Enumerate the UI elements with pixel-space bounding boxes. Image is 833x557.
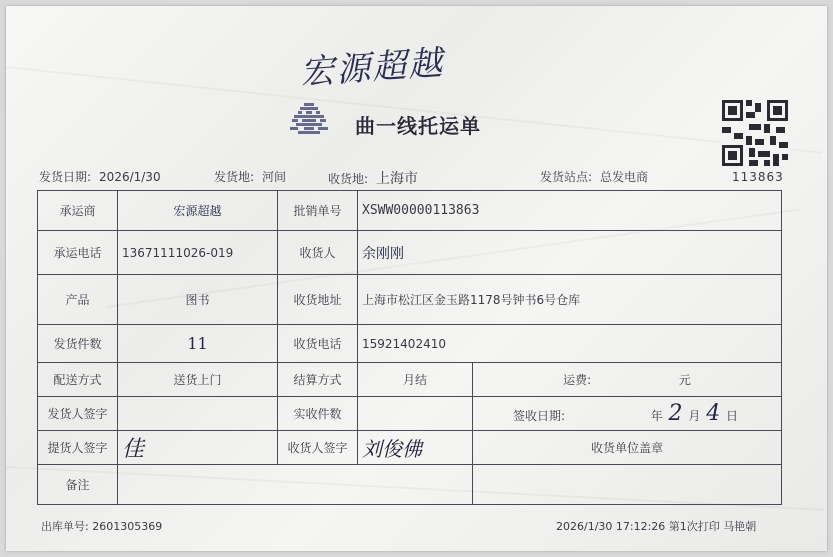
destination-value: 上海市 (376, 171, 419, 187)
table-row (38, 191, 782, 231)
product-value: 图书 (118, 275, 278, 325)
qty-value: 11 (118, 325, 278, 363)
station-field (540, 168, 648, 185)
waybill-number: 113863 (732, 170, 784, 184)
origin-label: 发货地: (214, 170, 255, 184)
delivery-label: 配送方式 (38, 363, 118, 397)
blurred-logo-icon (290, 103, 328, 137)
remark-extra (473, 465, 782, 505)
day-char: 日 (726, 409, 739, 423)
outbound-number-field (41, 518, 162, 534)
print-info: 2026/1/30 17:12:26 第1次打印 马艳朝 (556, 520, 757, 533)
origin-value: 河间 (262, 170, 287, 184)
freight-unit: 元 (678, 373, 691, 387)
address-label: 收货地址 (278, 275, 358, 325)
ship-date-field (39, 168, 161, 185)
carrier-phone-label: 承运电话 (38, 231, 118, 275)
ship-date-label: 发货日期: (39, 170, 92, 184)
table-row (38, 325, 782, 363)
receiver-signature: 刘俊佛 (358, 431, 473, 465)
handwritten-title-signature: 宏源超越 (299, 43, 446, 93)
remark-label: 备注 (38, 465, 118, 505)
outbound-label: 出库单号: (41, 520, 89, 533)
consignee-value: 余刚刚 (358, 231, 782, 275)
consignee-phone-value: 15921402410 (358, 325, 782, 363)
consignee-phone-label: 收货电话 (278, 325, 358, 363)
actual-qty-label: 实收件数 (278, 397, 358, 431)
ship-date-value: 2026/1/30 (99, 170, 161, 184)
year-char: 年 (650, 409, 663, 423)
station-label: 发货站点: (540, 170, 593, 184)
waybill-table (37, 190, 782, 505)
destination-field (328, 168, 418, 188)
consignee-label: 收货人 (278, 231, 358, 275)
settle-value: 月结 (358, 363, 473, 397)
pickup-sign-label: 提货人签字 (38, 431, 118, 465)
address-value: 上海市松江区金玉路1178号钟书6号仓库 (358, 275, 782, 325)
day-value: 4 (706, 401, 721, 426)
carrier-value: 宏源超越 (118, 191, 278, 231)
delivery-value: 送货上门 (118, 363, 278, 397)
settle-label: 结算方式 (278, 363, 358, 397)
table-row (38, 465, 782, 505)
freight-label: 运费: (563, 373, 592, 387)
pickup-signature: 佳 (118, 431, 278, 465)
station-value: 总发电商 (600, 170, 649, 184)
month-value: 2 (668, 401, 683, 426)
qr-code-icon (722, 100, 788, 166)
table-row (38, 397, 782, 431)
qty-label: 发货件数 (38, 325, 118, 363)
product-label: 产品 (38, 275, 118, 325)
carrier-label: 承运商 (38, 191, 118, 231)
receipt-date-label: 签收日期: (513, 409, 566, 423)
outbound-number: 2601305369 (92, 520, 163, 533)
actual-qty-value (358, 397, 473, 431)
shipper-sign-value (118, 397, 278, 431)
shipper-sign-label: 发货人签字 (38, 397, 118, 431)
seal-label: 收货单位盖章 (473, 431, 782, 465)
page-title: 曲一线托运单 (355, 114, 481, 138)
batch-number: XSWW00000113863 (358, 191, 782, 231)
table-row (38, 231, 782, 275)
table-row (38, 431, 782, 465)
table-row (38, 275, 782, 325)
remark-value (118, 465, 473, 505)
origin-field (214, 168, 286, 185)
freight-cell (473, 363, 782, 397)
receiver-sign-label: 收货人签字 (278, 431, 358, 465)
month-char: 月 (688, 409, 701, 423)
carrier-phone-value: 13671111026-019 (118, 231, 278, 275)
destination-label: 收货地: (328, 172, 369, 186)
table-row (38, 363, 782, 397)
batch-label: 批销单号 (278, 191, 358, 231)
receipt-date-cell (473, 397, 782, 431)
